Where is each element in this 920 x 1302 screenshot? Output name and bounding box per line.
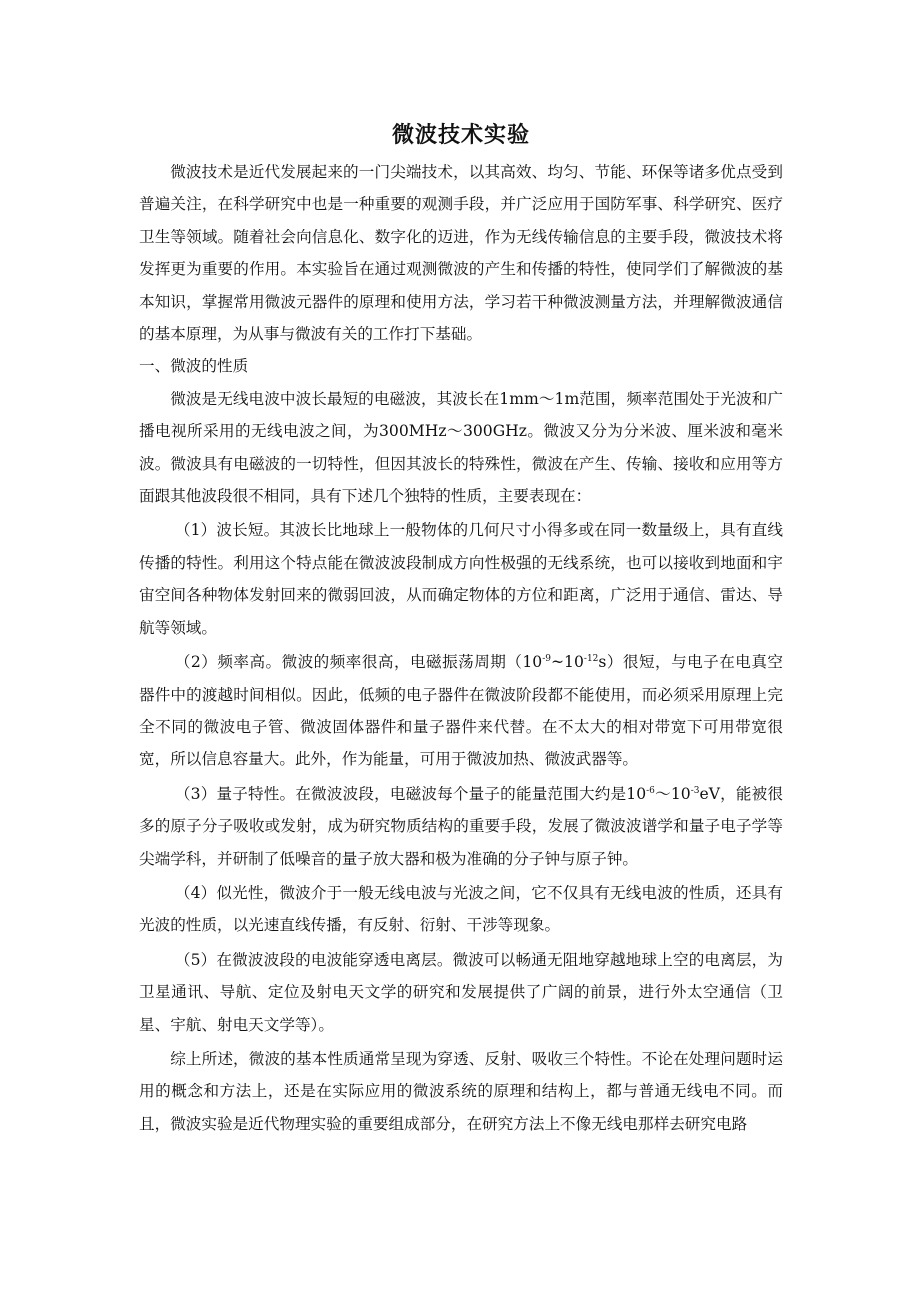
- intro-paragraph: 微波技术是近代发展起来的一门尖端技术，以其高效、均匀、节能、环保等诸多优点受到普遍关注，在科学研究中也是一种重要的观测手段，并广泛应用于国防军事、科学研究、医疗卫生等领域。随着社会向信息化、数字化的迈进，作为无线传输信息的主要手段，微波技术将发挥更为重要的作用。本实验旨在通过观测微波的产生和传播的特性，使同学们了解微波的基本知识，掌握常用微波元器件的原理和使用方法，学习若干种微波测量方法，并理解微波通信的基本原理，为从事与微波有关的工作打下基础。: [139, 163, 783, 344]
- item2-text-c: s）很短，与电子在电真空器件中的渡越时间相似。因此，低频的电子器件在微波阶段都不能使用，而必须采用原理上完全不同的微波电子管、微波固体器件和量子器件来代替。在不太大的相对带宽下可用带宽很宽，所以信息容量大。此外，作为能量，可用于微波加热、微波武器等。: [139, 653, 783, 769]
- property-item-4: （4）似光性，微波介于一般无线电波与光波之间，它不仅具有无线电波的性质，还具有光波的性质，以光速直线传播，有反射、衍射、干涉等现象。: [139, 883, 783, 935]
- property-item-5: （5）在微波波段的电波能穿透电离层。微波可以畅通无阻地穿越地球上空的电离层，为卫星通讯、导航、定位及射电天文学的研究和发展提供了广阔的前景，进行外太空通信（卫星、宇航、射电天文学等）。: [139, 950, 783, 1034]
- item3-exponent-1: -6: [646, 785, 655, 796]
- item2-exponent-1: -9: [542, 654, 551, 665]
- item2-exponent-2: -12: [583, 654, 599, 665]
- item3-exponent-2: -3: [690, 785, 700, 796]
- section1-paragraph: 微波是无线电波中波长最短的电磁波，其波长在1mm～1m范围，频率范围处于光波和广播电视所采用的无线电波之间，为300MHz～300GHz。微波又分为分米波、厘米波和毫米波。微波具有电磁波的一切特性，但因其波长的特殊性，微波在产生、传输、接收和应用等方面跟其他波段很不相同，具有下述几个独特的性质，主要表现在：: [139, 389, 783, 506]
- item2-text-a: （2）频率高。微波的频率很高，电磁振荡周期（10: [174, 653, 543, 672]
- summary-paragraph: 综上所述，微波的基本性质通常呈现为穿透、反射、吸收三个特性。不论在处理问题时运用的概念和方法上，还是在实际应用的微波系统的原理和结构上，都与普通无线电不同。而且，微波实验是近代物理实验的重要组成部分，在研究方法上不像无线电那样去研究电路: [139, 1049, 783, 1133]
- document-page: [139, 118, 783, 1140]
- document-title: 微波技术实验: [391, 123, 530, 148]
- property-item-1: （1）波长短。其波长比地球上一般物体的几何尺寸小得多或在同一数量级上，具有直线传播的特性。利用这个特点能在微波波段制成方向性极强的无线系统，也可以接收到地面和宇宙空间各种物体发射回来的微弱回波，从而确定物体的方位和距离，广泛用于通信、雷达、导航等领域。: [139, 521, 783, 637]
- item3-text-b: ～10: [654, 784, 691, 803]
- item2-text-b: ~10: [550, 653, 584, 672]
- item3-text-a: （3）量子特性。在微波波段，电磁波每个量子的能量范围大约是10: [174, 784, 647, 803]
- item3-text-c: eV，能被很多的原子分子吸收或发射，成为研究物质结构的重要手段，发展了微波波谱学和量子电子学等尖端学科，并研制了低噪音的量子放大器和极为准确的分子钟与原子钟。: [139, 784, 784, 868]
- property-item-2: [139, 646, 783, 776]
- section-heading-properties: 一、微波的性质: [139, 357, 249, 376]
- property-item-3: [139, 778, 783, 875]
